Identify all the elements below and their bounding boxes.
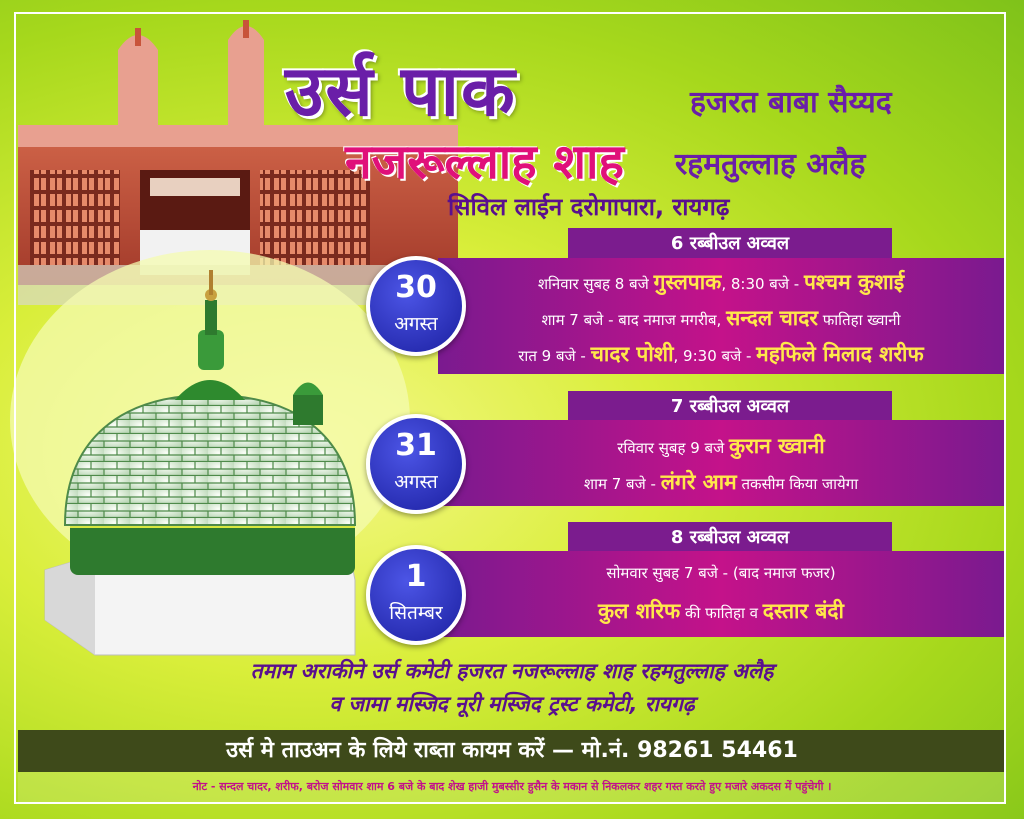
schedule-line [438, 597, 1004, 625]
date-month: सितम्बर [389, 602, 443, 624]
committee-line-1: तमाम अराकीने उर्स कमेटी हजरत नजरूल्लाह शाह रहमतुल्लाह अलैह [250, 659, 774, 683]
date-circle [366, 414, 466, 514]
schedule-text: रात 9 बजे - [518, 347, 591, 365]
date-day: 1 [405, 559, 427, 594]
schedule-text: की फातिहा व [680, 604, 763, 622]
title-honorific: हजरत बाबा सैय्यद [690, 85, 892, 120]
address: सिविल लाईन दरोगापारा, रायगढ़ [448, 193, 730, 221]
date-circle [366, 256, 466, 356]
day-header: 8 रब्बीउल अव्वल [568, 522, 892, 554]
schedule-text: , 8:30 बजे - [721, 275, 804, 293]
highlight-text: चादर पोशी [590, 342, 674, 366]
poster-title: उर्स पाक [285, 50, 517, 132]
schedule-text: शाम 7 बजे - [583, 475, 661, 493]
highlight-text: कुरान ख्वानी [729, 434, 825, 458]
minaret-right [228, 40, 264, 130]
schedule-line [438, 468, 1004, 496]
schedule-line [438, 563, 1004, 583]
highlight-text: गुस्लपाक [653, 270, 722, 294]
schedule-text: शाम 7 बजे - बाद नमाज मगरीब, [541, 311, 727, 329]
schedule-line [438, 304, 1004, 332]
schedule-text: , 9:30 बजे - [673, 347, 757, 365]
contact-bar: उर्स मे ताउअन के लिये राब्ता कायम करें — मो.नं. 98261 54461 [18, 730, 1006, 772]
minaret-left [118, 50, 158, 130]
schedule-line [438, 268, 1004, 296]
date-month: अगस्त [394, 471, 438, 493]
day-schedule [438, 551, 1004, 637]
schedule-line [438, 340, 1004, 368]
schedule-text: रविवार सुबह 9 बजे [617, 439, 729, 457]
date-day: 30 [395, 270, 437, 305]
day-schedule [438, 420, 1004, 506]
day-header: 6 रब्बीउल अव्वल [568, 228, 892, 260]
schedule-text: सोमवार सुबह 7 बजे - (बाद नमाज फजर) [606, 564, 836, 582]
day-schedule [438, 258, 1004, 374]
highlight-text: कुल शरिफ [598, 599, 681, 623]
schedule-line [438, 432, 1004, 460]
committee-line-2: व जामा मस्जिद नूरी मस्जिद ट्रस्ट कमेटी, रायगढ़ [329, 692, 695, 716]
schedule-text: तकसीम किया जायेगा [736, 475, 859, 493]
highlight-text: सन्दल चादर [726, 306, 818, 330]
highlight-text: दस्तार बंदी [762, 599, 844, 623]
date-month: अगस्त [394, 313, 438, 335]
highlight-text: महफिले मिलाद शरीफ [756, 342, 924, 366]
highlight-text: लंगरे आम [660, 470, 737, 494]
saint-name: नजरूल्लाह शाह [345, 134, 624, 190]
day-header: 7 रब्बीउल अव्वल [568, 391, 892, 423]
schedule-text: शनिवार सुबह 8 बजे [537, 275, 654, 293]
schedule-text: फातिहा ख्वानी [817, 311, 901, 329]
date-circle [366, 545, 466, 645]
note-line: नोट - सन्दल चादर, शरीफ, बरोज सोमवार शाम 6 बजे के बाद शेख हाजी मुबस्सीर हुसैन के मकान से निकलकर शहर गस्त करते हुए मजारे अकदस में पहुंचेगी । [18, 772, 1006, 802]
title-suffix: रहमतुल्लाह अलैह [675, 147, 866, 182]
date-day: 31 [395, 428, 437, 463]
highlight-text: पश्चम कुशाई [803, 270, 905, 294]
